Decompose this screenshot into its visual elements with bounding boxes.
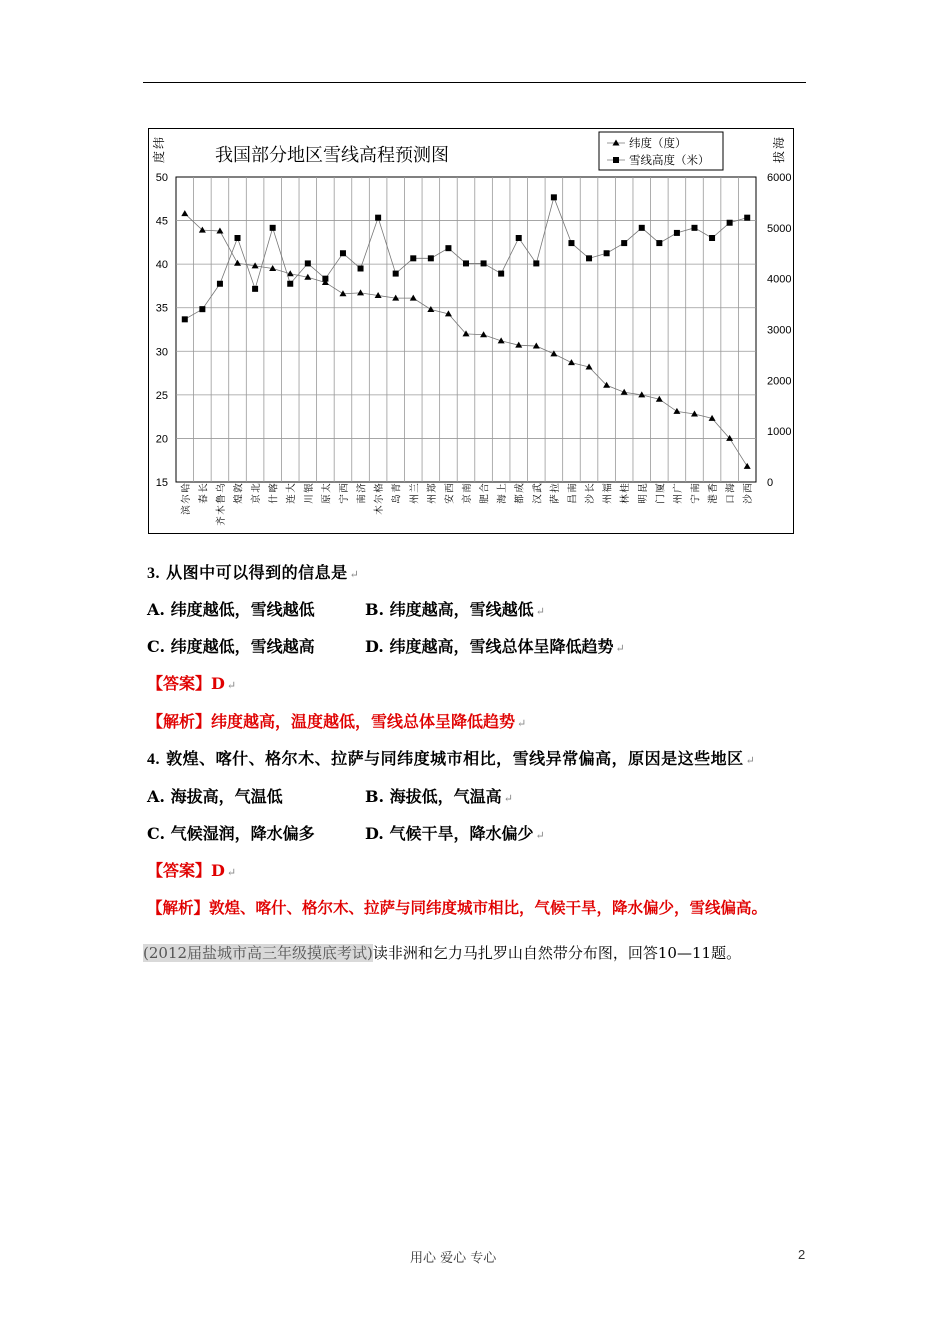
x-tick-label: 长 [585,483,597,493]
chart-title: 我国部分地区雪线高程预测图 [215,145,449,166]
data-point-snowline [691,225,697,231]
x-tick-label: 春 [198,494,210,504]
data-point-snowline [744,215,750,221]
data-point-snowline [674,230,680,236]
x-tick-label: 兰 [409,483,421,493]
y-tick-right: 5000 [767,222,792,235]
q4-option-d: D. 气候干旱，降水偏少 ↵ [365,824,545,843]
source-citation: (2012届盐城市高三年级摸底考试) [143,944,373,962]
data-point-snowline [410,255,416,261]
answer-label: 【答案】 [147,861,212,880]
analysis-text: 纬度越高，温度越低，雪线总体呈降低趋势 [211,712,516,731]
x-tick-label: 煌 [233,494,245,504]
x-tick-label: 北 [251,483,263,493]
x-tick-label: 喀 [268,483,280,493]
x-tick-label: 沙 [585,494,597,504]
answer-label: 【答案】 [147,674,212,693]
x-tick-label: 乌 [215,483,227,493]
x-tick-label: 木 [215,505,227,515]
data-point-snowline [393,271,399,277]
x-tick-label: 桂 [620,483,632,493]
y-tick-right: 0 [767,477,774,489]
x-tick-label: 济 [356,483,368,493]
option-text: 气候湿润，降水偏多 [170,824,315,843]
x-tick-label: 州 [409,494,421,504]
series-line-2 [185,197,747,319]
question-text: 从图中可以得到的信息是 [166,563,348,582]
data-point-latitude [181,210,188,216]
legend-marker-square [613,157,619,163]
x-tick-label: 郑 [426,483,438,493]
data-point-snowline [270,225,276,231]
data-point-snowline [586,255,592,261]
answer-value: D [211,861,225,880]
x-tick-label: 宁 [690,494,702,504]
q4-analysis [147,896,767,918]
option-label: C. [147,637,166,656]
option-label: C. [147,824,166,843]
x-tick-label: 海 [497,494,509,504]
x-tick-label: 岛 [391,494,403,504]
q3-option-b: B. 纬度越高，雪线越低 ↵ [365,600,545,619]
q4-answer: 【答案】D ↵ [147,861,237,880]
data-point-latitude [427,306,434,312]
analysis-text: 敦煌、喀什、格尔木、拉萨与同纬度城市相比，气候干旱，降水偏少，雪线偏高。 [209,898,768,917]
q4-option-c [147,821,315,844]
data-point-snowline [604,250,610,256]
option-text: 海拔高，气温低 [170,787,283,806]
x-tick-label: 口 [725,494,737,504]
data-point-latitude [568,359,575,365]
data-point-snowline [252,286,258,292]
data-point-snowline [568,240,574,246]
q3-option-a [147,597,315,620]
data-point-snowline [340,250,346,256]
q3-option-c [147,634,315,657]
legend-label: 纬度（度） [629,136,687,150]
y-tick-right: 3000 [767,324,792,337]
data-point-snowline [199,306,205,312]
data-point-latitude [410,295,417,301]
y-tick-left: 40 [155,259,168,272]
x-tick-label: 银 [303,483,315,493]
data-point-snowline [287,281,293,287]
y-tick-right: 4000 [767,273,792,286]
data-point-latitude [744,463,751,469]
analysis-label: 【解析】 [147,898,210,917]
x-tick-label: 西 [338,483,350,493]
data-point-snowline [656,240,662,246]
x-tick-label: 鲁 [215,494,227,504]
x-tick-label: 木 [374,505,386,515]
y-tick-left: 20 [155,433,168,446]
x-tick-label: 青 [391,483,403,493]
data-point-snowline [305,260,311,266]
data-point-snowline [322,276,328,282]
x-tick-label: 门 [655,494,667,504]
x-tick-label: 西 [743,483,755,493]
y-axis-label-right: 拔 [772,150,786,164]
x-tick-label: 武 [532,483,544,493]
q3-analysis: 【解析】纬度越高，温度越低，雪线总体呈降低趋势 ↵ [147,712,527,731]
source-line [143,942,741,963]
x-tick-label: 宁 [338,494,350,504]
x-tick-label: 南 [462,483,473,493]
data-point-latitude [357,289,364,295]
x-tick-label: 川 [303,494,315,504]
x-tick-label: 州 [602,494,614,504]
data-point-snowline [551,194,557,200]
x-tick-label: 原 [321,494,333,504]
answer-value: D [211,674,225,693]
data-point-snowline [182,316,188,322]
y-axis-label-left: 度 [152,150,166,164]
data-point-snowline [709,235,715,241]
x-tick-label: 西 [444,483,456,493]
x-tick-label: 明 [637,494,649,504]
option-label: B. [365,600,385,619]
x-tick-label: 拉 [549,483,561,493]
option-text: 纬度越低，雪线越高 [170,637,315,656]
option-text: 海拔低，气温高 [389,787,502,806]
option-label: A. [147,787,165,806]
x-tick-label: 昌 [567,494,579,504]
option-text: 纬度越低，雪线越低 [170,600,315,619]
data-point-snowline [621,240,627,246]
x-tick-label: 上 [497,483,509,493]
data-point-snowline [498,271,504,277]
y-tick-left: 25 [155,389,168,402]
q4-option-b: B. 海拔低，气温高 ↵ [365,787,513,806]
chart-svg [149,129,795,535]
x-tick-label: 连 [286,494,298,504]
y-tick-left: 45 [155,215,168,228]
y-tick-right: 2000 [767,375,792,388]
question-4: 4. 敦煌、喀什、格尔木、拉萨与同纬度城市相比，雪线异常偏高，原因是这些地区 ↵ [147,749,756,768]
x-tick-label: 州 [426,494,438,504]
x-tick-label: 格 [374,483,386,493]
x-tick-label: 京 [251,494,263,504]
x-tick-label: 哈 [180,483,192,493]
header-rule [143,82,806,83]
x-tick-label: 滨 [180,505,192,515]
q3-answer: 【答案】D ↵ [147,674,237,693]
x-tick-label: 齐 [215,516,227,526]
x-tick-label: 京 [462,494,473,504]
x-tick-label: 南 [690,483,702,493]
data-point-latitude [234,260,241,266]
data-point-latitude [621,389,628,395]
x-tick-label: 大 [286,483,298,493]
y-tick-left: 15 [155,477,168,489]
y-tick-left: 30 [155,346,168,359]
series-line-1 [185,214,747,467]
option-label: B. [365,787,385,806]
x-tick-label: 什 [268,494,280,504]
question-number: 4. [147,751,160,768]
data-point-snowline [727,220,733,226]
x-tick-label: 萨 [549,494,561,504]
x-tick-label: 沙 [743,494,755,504]
page-number: 2 [798,1247,806,1262]
y-axis-label-left: 纬 [152,136,166,150]
question-3: 3. 从图中可以得到的信息是 ↵ [147,563,360,582]
footer-text: 用心 爱心 专心 [410,1251,497,1266]
x-tick-label: 州 [672,494,684,504]
x-tick-label: 尔 [180,494,192,504]
y-axis-label-right: 海 [772,136,786,150]
data-point-snowline [375,215,381,221]
option-text: 气候干旱，降水偏少 [389,824,534,843]
x-tick-label: 南 [356,494,368,504]
data-point-snowline [217,281,223,287]
x-tick-label: 南 [567,483,579,493]
option-label: D. [365,824,384,843]
x-tick-label: 敦 [233,483,245,493]
y-tick-right: 1000 [767,426,792,439]
data-point-snowline [516,235,522,241]
source-instruction: 读非洲和乞力马扎罗山自然带分布图，回答10—11题。 [372,944,742,962]
snowline-chart [148,128,794,534]
x-tick-label: 安 [444,494,456,504]
option-text: 纬度越高，雪线越低 [389,600,534,619]
y-tick-left: 35 [155,302,168,315]
q3-option-d: D. 纬度越高，雪线总体呈降低趋势 ↵ [365,637,625,656]
option-text: 纬度越高，雪线总体呈降低趋势 [389,637,614,656]
data-point-snowline [358,266,364,272]
data-point-snowline [428,255,434,261]
question-number: 3. [147,565,160,582]
x-tick-label: 海 [725,483,737,493]
x-tick-label: 都 [514,494,526,504]
x-tick-label: 广 [672,483,684,493]
x-tick-label: 香 [708,483,720,493]
x-tick-label: 尔 [374,494,386,504]
legend-label: 雪线高度（米） [629,153,710,167]
data-point-snowline [533,260,539,266]
y-tick-left: 50 [155,172,168,184]
plot-area [176,177,756,482]
data-point-snowline [463,260,469,266]
data-point-latitude [673,408,680,414]
q4-option-a [147,784,283,807]
data-point-snowline [445,245,451,251]
x-tick-label: 福 [602,483,614,493]
x-tick-label: 合 [479,483,491,493]
x-tick-label: 长 [198,483,210,493]
y-tick-right: 6000 [767,172,792,184]
question-text: 敦煌、喀什、格尔木、拉萨与同纬度城市相比，雪线异常偏高，原因是这些地区 [166,749,744,768]
option-label: A. [147,600,165,619]
option-label: D. [365,637,384,656]
x-tick-label: 太 [321,483,333,493]
x-tick-label: 厦 [655,483,667,493]
x-tick-label: 林 [620,494,632,504]
x-tick-label: 肥 [479,494,491,504]
x-tick-label: 汉 [532,494,544,504]
x-tick-label: 港 [708,494,720,504]
x-tick-label: 成 [514,483,526,493]
data-point-snowline [481,260,487,266]
x-tick-label: 昆 [637,483,649,493]
data-point-snowline [235,235,241,241]
data-point-snowline [639,225,645,231]
analysis-label: 【解析】 [147,712,212,731]
